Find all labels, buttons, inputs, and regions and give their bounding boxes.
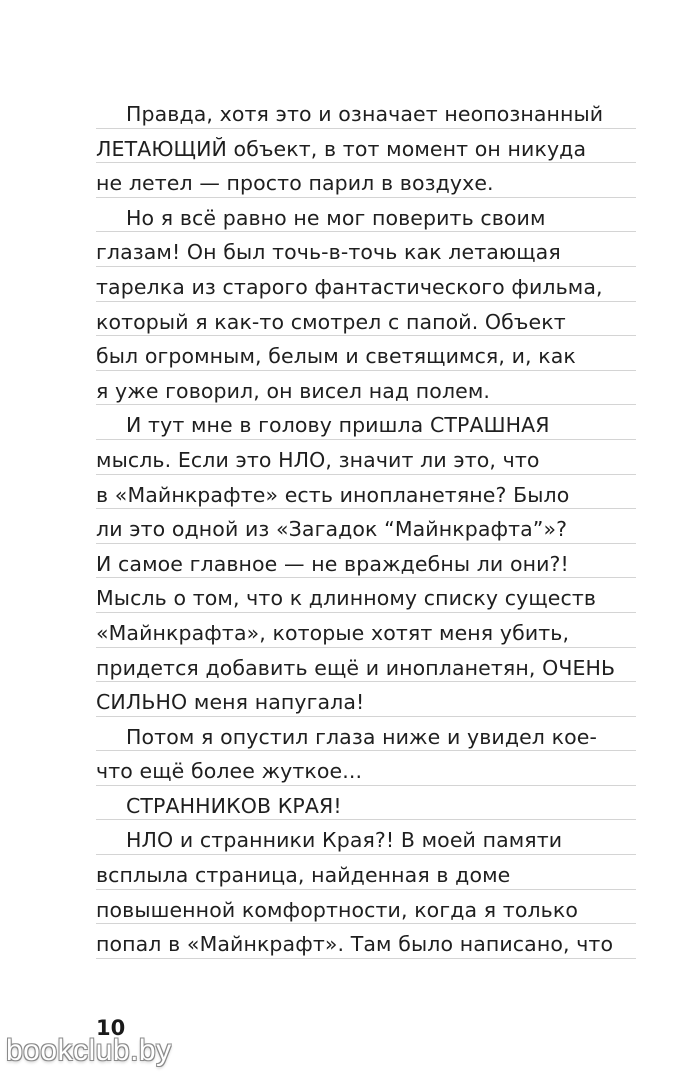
text-line: Потом я опустил глаза ниже и увидел кое- — [96, 717, 636, 752]
text-line: Мысль о том, что к длинному списку существ — [96, 578, 636, 613]
text-line: был огромным, белым и светящимся, и, как — [96, 336, 636, 371]
text-line: тарелка из старого фантастического фильма, — [96, 267, 636, 302]
text-line: не летел — просто парил в воздухе. — [96, 163, 636, 198]
text-line: попал в «Майнкрафт». Там было написано, что — [96, 924, 636, 959]
text-line: что ещё более жуткое... — [96, 751, 636, 786]
text-line: НЛО и странники Края?! В моей памяти — [96, 820, 636, 855]
text-line: глазам! Он был точь-в-точь как летающая — [96, 232, 636, 267]
text-line: И самое главное — не враждебны ли они?! — [96, 544, 636, 579]
text-line: ЛЕТАЮЩИЙ объект, в тот момент он никуда — [96, 129, 636, 164]
text-line: ли это одной из «Загадок “Майнкрафта”»? — [96, 509, 636, 544]
page-number: 10 — [96, 1016, 126, 1040]
text-line: Но я всё равно не мог поверить своим — [96, 198, 636, 233]
watermark: bookclub.by — [6, 1034, 172, 1067]
text-line: всплыла страница, найденная в доме — [96, 855, 636, 890]
text-line: который я как-то смотрел с папой. Объект — [96, 302, 636, 337]
text-line: придется добавить ещё и инопланетян, ОЧЕНЬ — [96, 648, 636, 683]
text-line: СИЛЬНО меня напугала! — [96, 682, 636, 717]
text-line: в «Майнкрафте» есть инопланетяне? Было — [96, 475, 636, 510]
text-line: мысль. Если это НЛО, значит ли это, что — [96, 440, 636, 475]
text-line: я уже говорил, он висел над полем. — [96, 371, 636, 406]
text-line: И тут мне в голову пришла СТРАШНАЯ — [96, 405, 636, 440]
text-line: Правда, хотя это и означает неопознанный — [96, 94, 636, 129]
text-line: повышенной комфортности, когда я только — [96, 890, 636, 925]
text-line: «Майнкрафта», которые хотят меня убить, — [96, 613, 636, 648]
text-block — [96, 94, 636, 959]
text-line: СТРАННИКОВ КРАЯ! — [96, 786, 636, 821]
